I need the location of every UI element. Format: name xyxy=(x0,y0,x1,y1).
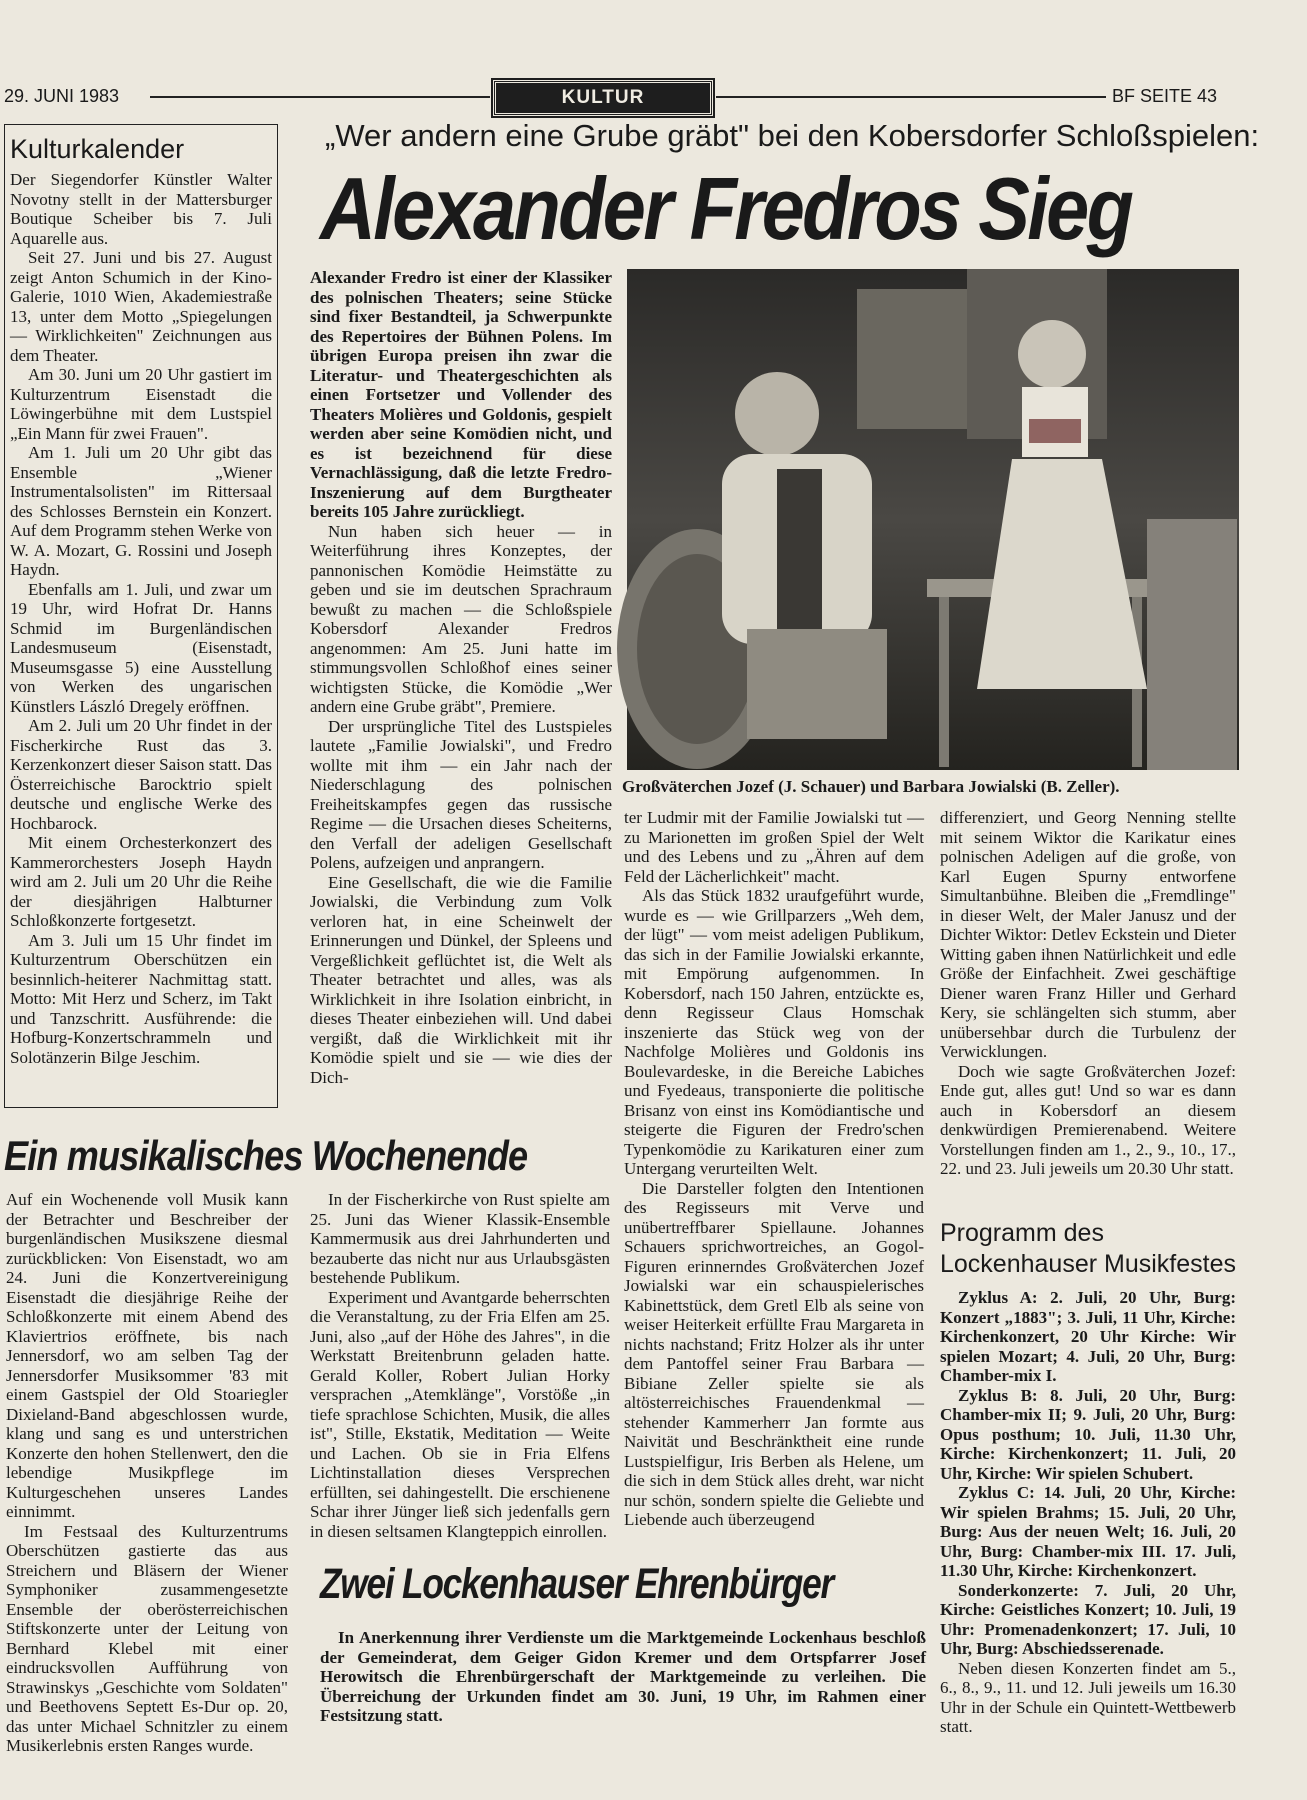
header-rule-left xyxy=(150,96,490,98)
article-kicker: „Wer andern eine Grube gräbt" bei den Kobersdorfer Schloßspielen: xyxy=(325,118,1260,153)
article-paragraph: ter Ludmir mit der Familie Jowialski tut — zu Marionetten im großen Spiel der Welt und des Lebens und zu „Ähren auf dem Feld der Lächerlichkeit" macht. xyxy=(624,808,924,886)
musik-paragraph: Im Festsaal des Kulturzentrums Oberschützen gastierte das aus Streichern und Bläsern der Wiener Symphoniker zusammengesetzte Ensemble der oberösterreichischen Stiftskonzerte unter der Leitung von Bernhard Klebel mit einer eindrucksvollen Aufführung von Strawinskys „Geschichte vom Soldaten" und Beethovens Septett Es-Dur op. 20, das unter Michael Schnitzler zu einem Musikerlebnis ersten Ranges wurde. xyxy=(6,1521,288,1755)
musik-paragraph: Experiment und Avantgarde beherrschten die Veranstaltung, zu der Fria Elfen am 25. Juni, also „auf der Höhe des Jahres", in die Werkstatt Breitenbrunn geladen hatte. Gerald Koller, Robert Julian Horky versprachen „Atemklänge", Vorstöße „in tiefe sprachlose Schichten, Musik, die alles ist", Stille, Ekstatik, Meditation — Weite und Lachen. Ob sie in Fria Elfens Lichtinstallation dieses Versprechen erfüllten, sei dahingestellt. Die erschienene Schar ihrer Jünger ließ sich jedenfalls gern in diesen seltsamen Klangteppich einrollen. xyxy=(310,1287,610,1541)
kk-paragraph: Am 3. Juli um 15 Uhr findet im Kulturzentrum Oberschützen ein besinnlich-heiterer Nachmittag statt. Motto: Mit Herz und Scherz, im Takt und Tanzschritt. Ausführende: die Hofburg-Konzertschrammeln und Solotänzerin Bilge Jeschim. xyxy=(10,930,272,1067)
section-label: KULTUR xyxy=(493,80,713,116)
page-number: BF SEITE 43 xyxy=(1112,86,1218,106)
programm-body xyxy=(940,1288,1236,1788)
article-paragraph: differenziert, und Georg Nenning stellte mit seinem Wiktor die Karikatur eines polnischen Adeligen auf die große, von Karl Eugen Spurny entworfene Simultanbühne. Bleiben die „Fremdlinge" in dieser Welt, der Maler Janusz und der Dichter Wiktor: Detlev Eckstein und Dieter Witting gaben ihnen Natürlichkeit und edle Größe der Einfachheit. Zwei geschäftige Diener waren Franz Hiller und Gerhard Kery, sie schlängelten sich stumm, aber unübersehbar durch die Turbulenz der Verwicklungen. xyxy=(940,808,1236,1061)
programm-headline: Programm des Lockenhauser Musikfestes xyxy=(940,1219,1236,1278)
article-lead: Alexander Fredro ist einer der Klassiker des polnischen Theaters; seine Stücke sind fixer Bestandteil, ja Schwerpunkte des Repertoires der Bühnen Polens. Im übrigen Europa preisen ihn zwar die Literatur- und Theatergeschichten als einen Fortsetzer und Vollender des Theaters Molières und Goldonis, gespielt werden aber seine Komödien nicht, und es ist bezeichnend für diese Vernachlässigung, daß die letzte Fredro-Inszenierung auf dem Burgtheater bereits 105 Jahre zurückliegt. xyxy=(310,268,612,521)
article-column-1 xyxy=(310,268,612,1090)
ehren-paragraph: In Anerkennung ihrer Verdienste um die Marktgemeinde Lockenhaus beschloß der Gemeinderat, dem Geiger Gidon Kremer und dem Ortspfarrer Josef Herowitsch die Ehrenbürgerschaft der Marktgemeinde zu verleihen. Die Überreichung der Urkunden findet am 30. Juni, 19 Uhr, im Rahmen einer Festsitzung statt. xyxy=(320,1628,926,1725)
kk-paragraph: Mit einem Orchesterkonzert des Kammerorchesters Joseph Haydn wird am 2. Juli um 20 Uhr die Reihe der diesjährigen Halbturner Schloßkonzerte fortgesetzt. xyxy=(10,833,272,930)
photo-caption: Großväterchen Jozef (J. Schauer) und Barbara Jowialski (B. Zeller). xyxy=(622,777,1120,796)
musik-paragraph: Auf ein Wochenende voll Musik kann der Betrachter und Beschreiber der burgenländischen Musikszene diesmal zurückblicken: Von Eisenstadt, wo am 24. Juni die Konzertvereinigung Eisenstadt die diesjährige Reihe der Schloßkonzerte mit einem Abend des Klaviertrios eröffnete, bis nach Jennersdorf, wo am selben Tag der Jennersdorfer Musiksommer '83 mit einem Gastspiel der Old Stoariegler Dixieland-Band abgeschlossen wurde, klang und sang es und unterstrichen Konzerte den hohen Stellenwert, den die lebendige Musikpflege im Kulturgeschehen unseres Landes einnimmt. xyxy=(6,1190,288,1521)
stage-photo-illustration xyxy=(627,269,1239,770)
programm-item: Zyklus B: 8. Juli, 20 Uhr, Burg: Chamber-mix II; 9. Juli, 20 Uhr, Burg: Opus posthum; 10. Juli, 11.30 Uhr, Kirche: Kirchenkonzert; 11. Juli, 20 Uhr, Kirche: Wir spielen Schubert. xyxy=(940,1385,1236,1483)
article-paragraph: Nun haben sich heuer — in Weiterführung ihres Konzeptes, der pannonischen Komödie Heimstätte zu geben und sie im deutschen Sprachraum bewußt zu machen — die Schloßspiele Kobersdorf Alexander Fredros angenommen: Am 25. Juni hatte im stimmungsvollen Schloßhof eines seiner wichtigsten Stücke, die Komödie „Wer andern eine Grube gräbt", Premiere. xyxy=(310,521,612,716)
article-headline: Alexander Fredros Sieg xyxy=(320,159,1132,258)
header-rule-right xyxy=(716,96,1106,98)
musik-paragraph: In der Fischerkirche von Rust spielte am 25. Juni das Wiener Klassik-Ensemble Kammermusik aus drei Jahrhunderten und bezauberte das nicht nur aus Urlaubsgästen bestehende Publikum. xyxy=(310,1190,610,1287)
musik-column-left xyxy=(6,1190,288,1785)
musik-headline: Ein musikalisches Wochenende xyxy=(4,1132,528,1179)
musik-column-right xyxy=(310,1190,610,1610)
ehren-body xyxy=(320,1628,926,1788)
article-column-2 xyxy=(624,808,924,1529)
article-paragraph: Die Darsteller folgten den Intentionen des Regisseurs mit Verve und unübertreffbarer Spiellaune. Johannes Schauers sprichwortreiches, an Gogol-Figuren erinnerndes Großväterchen Jozef Jowialski war ein schauspielerisches Kabinettstück, dem Gretl Elb als seine von weiser Heiterkeit erfüllte Frau Margareta in nichts nachstand; Fritz Holzer als ihr unter dem Pantoffel seiner Frau Barbara — Bibiane Zeller spielte sie als altösterreichisches Frauendenkmal — stehender Kammerherr Jan formte aus Naivität und Beschränktheit eine runde Lustspielfigur, Iris Berben als Helene, um die sich in dem Stück alles dreht, war nicht nur schön, sondern spielte die Geliebte und Liebende auch überzeugend xyxy=(624,1178,924,1529)
article-paragraph: Der ursprüngliche Titel des Lustspieles lautete „Familie Jowialski", und Fredro wollte mit ihm — ein Jahr nach der Niederschlagung des polnischen Freiheitskampfes gegen das russische Regime — die Ursachen dieses Scheiterns, den Verfall der adeligen Gesellschaft Polens, aufzeigen und anprangern. xyxy=(310,716,612,872)
ehren-headline: Zwei Lockenhauser Ehrenbürger xyxy=(320,1560,833,1608)
programm-item: Zyklus C: 14. Juli, 20 Uhr, Kirche: Wir spielen Brahms; 15. Juli, 20 Uhr, Burg: Aus der neuen Welt; 16. Juli, 20 Uhr, Burg: Chamber-mix III. 17. Juli, 11.30 Uhr, Kirche: Kirchenkonzert. xyxy=(940,1483,1236,1580)
article-paragraph: Doch wie sagte Großväterchen Jozef: Ende gut, alles gut! Und so war es dann auch in Kobersdorf an diesem denkwürdigen Premierenabend. Weitere Vorstellungen finden am 1., 2., 9., 10., 17., 22. und 23. Juli jeweils um 20.30 Uhr statt. xyxy=(940,1061,1236,1178)
kk-paragraph: Ebenfalls am 1. Juli, und zwar um 19 Uhr, wird Hofrat Dr. Hanns Schmid im Burgenländischen Landesmuseum (Eisenstadt, Museumsgasse 5) eine Ausstellung von Werken des ungarischen Künstlers László Dregely eröffnen. xyxy=(10,579,272,716)
kulturkalender-body xyxy=(10,170,272,1100)
programm-closing: Neben diesen Konzerten findet am 5., 6., 8., 9., 11. und 12. Juli jeweils um 16.30 Uhr in der Schule ein Quintett-Wettbewerb statt. xyxy=(940,1658,1236,1736)
kk-paragraph: Seit 27. Juni und bis 27. August zeigt Anton Schumich in der Kino-Galerie, 1010 Wien, Akademiestraße 13, unter dem Motto „Spiegelungen — Wirklichkeiten" Zeichnungen aus dem Theater. xyxy=(10,248,272,365)
stage-photo xyxy=(627,269,1239,770)
kk-paragraph: Der Siegendorfer Künstler Walter Novotny stellt in der Mattersburger Boutique Scheiber bis 7. Juli Aquarelle aus. xyxy=(10,170,272,248)
programm-item: Sonderkonzerte: 7. Juli, 20 Uhr, Kirche: Geistliches Konzert; 10. Juli, 19 Uhr: Promenadenkonzert; 17. Juli, 10 Uhr, Burg: Abschiedsserenade. xyxy=(940,1580,1236,1658)
article-paragraph: Eine Gesellschaft, die wie die Familie Jowialski, die Verbindung zum Volk verloren hat, in eine Scheinwelt der Erinnerungen und Dünkel, der Spleens und Vergeßlichkeit geflüchtet ist, die Welt als Theater betrachtet und alles, was als Wirklichkeit in ihre Isolation einbricht, in dieses Theater einbeziehen will. Und dabei vergißt, daß die Wirklichkeit mit ihr Komödie spielt und sie — wie dies der Dich- xyxy=(310,872,612,1087)
kulturkalender-title: Kulturkalender xyxy=(10,134,185,164)
issue-date: 29. JUNI 1983 xyxy=(4,86,120,106)
kk-paragraph: Am 2. Juli um 20 Uhr findet in der Fischerkirche Rust das 3. Kerzenkonzert dieser Saison statt. Das Österreichische Barocktrio spielt deutsche und englische Werke des Hochbarock. xyxy=(10,716,272,833)
article-column-3 xyxy=(940,808,1236,1228)
kk-paragraph: Am 1. Juli um 20 Uhr gibt das Ensemble „Wiener Instrumentalsolisten" im Rittersaal des Schlosses Bernstein ein Konzert. Auf dem Programm stehen Werke von W. A. Mozart, G. Rossini und Joseph Haydn. xyxy=(10,443,272,579)
programm-item: Zyklus A: 2. Juli, 20 Uhr, Burg: Konzert „1883"; 3. Juli, 11 Uhr, Kirche: Kirchenkonzert, 20 Uhr Kirche: Wir spielen Mozart; 4. Juli, 20 Uhr, Burg: Chamber-mix I. xyxy=(940,1288,1236,1385)
kk-paragraph: Am 30. Juni um 20 Uhr gastiert im Kulturzentrum Eisenstadt die Löwingerbühne mit dem Lustspiel „Ein Mann für zwei Frauen". xyxy=(10,365,272,443)
article-paragraph: Als das Stück 1832 uraufgeführt wurde, wurde es — wie Grillparzers „Weh dem, der lügt" — vom meist adeligen Publikum, das sich in der Familie Jowialski erkannte, mit Empörung aufgenommen. In Kobersdorf, nach 150 Jahren, entzückte es, denn Regisseur Claus Homschak inszenierte das Stück weg von der Nachfolge Molières und Goldonis ins Boulevardeske, in die Bereiche Labiches und Fyedeaus, transponierte die politische Brisanz von einst ins Komödiantische und steigerte die Figuren der Fredro'schen Typenkomödie zu Karikaturen einer zum Untergang verurteilten Welt. xyxy=(624,886,924,1178)
